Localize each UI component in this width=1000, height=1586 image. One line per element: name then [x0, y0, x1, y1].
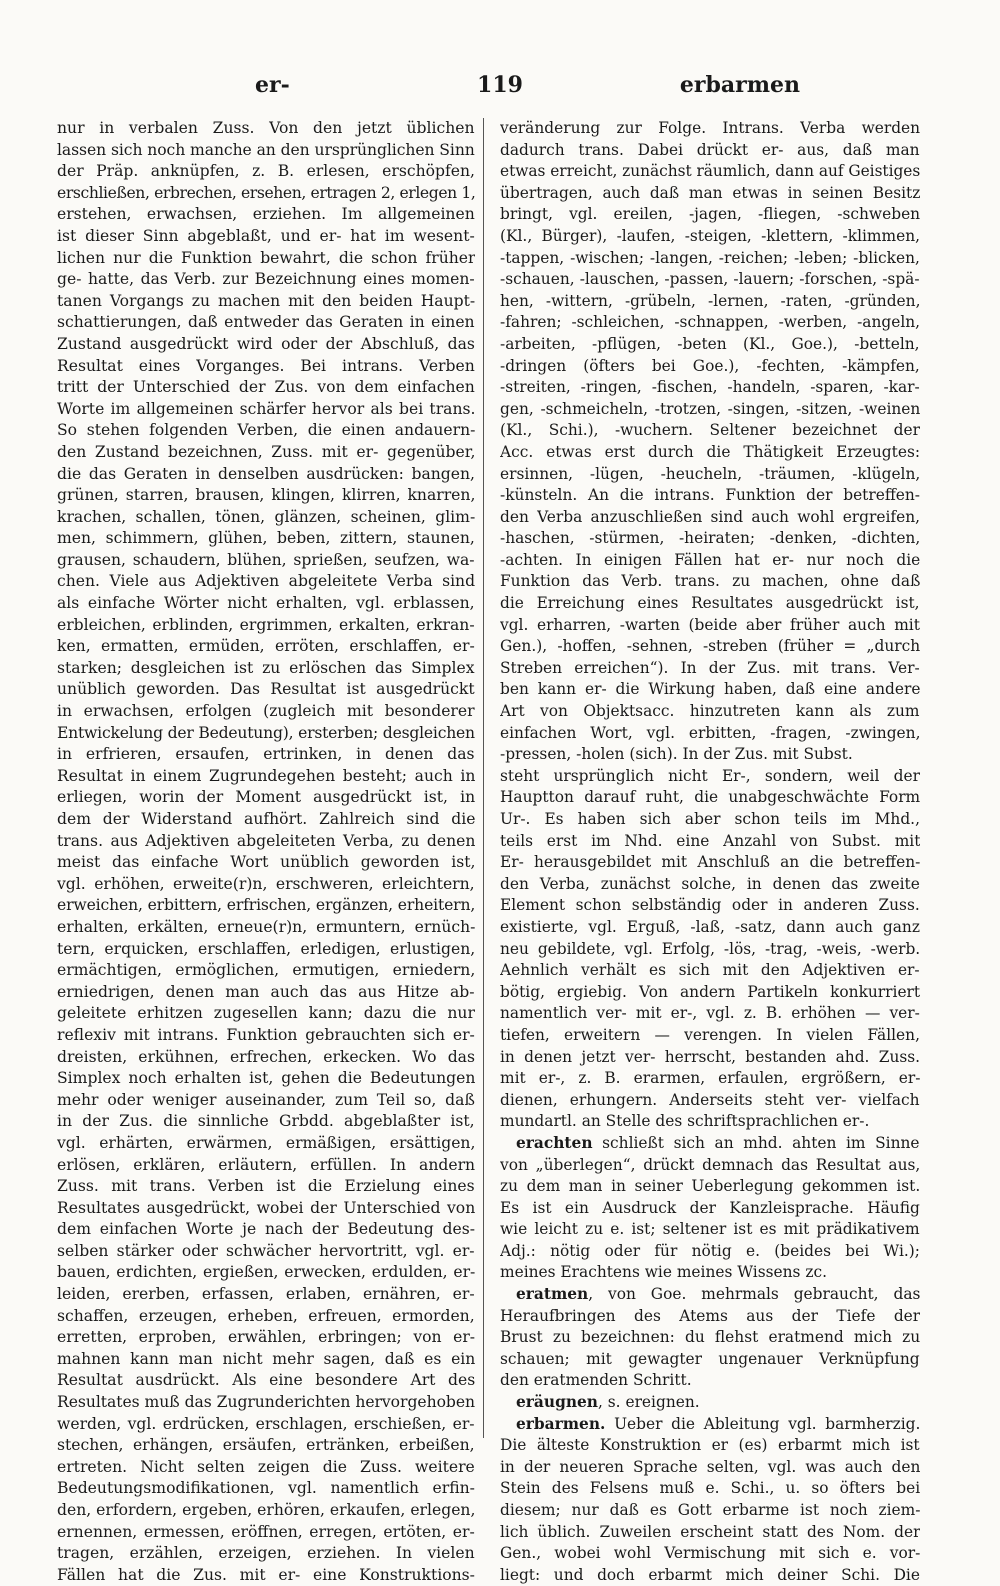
text-line: den eratmenden Schritt. — [500, 1371, 692, 1390]
entry-headword: erachten — [516, 1133, 593, 1152]
text-line: So stehen folgenden Verben, die einen andauern- — [57, 421, 475, 440]
text-line: Hauptton darauf ruht, die unabgeschwächte Form — [500, 788, 920, 807]
text-line: stechen, erhängen, ersäufen, ertränken, erbeißen, — [57, 1436, 475, 1455]
text-line: ben kann er- die Wirkung haben, daß eine andere — [500, 680, 920, 699]
text-line: etwas erreicht, zunächst räumlich, dann auf Geistiges — [500, 162, 920, 181]
text-line: in der neueren Sprache selten, vgl. was auch den — [500, 1457, 920, 1476]
text-line: Er- herausgebildet mit Anschluß an die betreffen- — [500, 853, 920, 872]
column-divider — [483, 118, 484, 1438]
text-line: von „überlegen“, drückt demnach das Resultat aus, — [500, 1155, 920, 1174]
text-line: mit er-, z. B. erarmen, erfaulen, ergrößern, er- — [500, 1069, 920, 1088]
text-line: trans. aus Adjektiven abgeleiteten Verba, zu denen — [57, 831, 475, 850]
text-line: ist dieser Sinn abgeblaßt, und er- hat im wesent- — [57, 226, 475, 245]
text-line: Bedeutungsmodifikationen, vgl. namentlich erfin- — [57, 1479, 475, 1498]
text-line: Resultates muß das Zugrunderichten hervorgehoben — [57, 1393, 475, 1412]
text-line: vgl. erharren, -warten (beide aber früher auch mit — [500, 615, 920, 634]
text-line: dem der Widerstand aufhört. Zahlreich sind die — [57, 810, 475, 828]
text-line: Zuss. mit trans. Verben ist die Erzielung eines — [57, 1177, 475, 1196]
text-line: mehr oder weniger auseinander, zum Teil so, daß — [57, 1090, 475, 1109]
text-line: -künsteln. An die intrans. Funktion der betreffen- — [500, 486, 920, 505]
text-line: Gen., wobei wohl Vermischung mit sich e. vor- — [500, 1544, 920, 1563]
text-line: Worte im allgemeinen schärfer hervor als bei trans. — [57, 399, 475, 418]
text-line: schaffen, erzeugen, erheben, erfreuen, ermorden, — [57, 1306, 475, 1325]
text-line: Zustand ausgedrückt wird oder der Abschluß, das — [57, 334, 475, 353]
text-line: diesem; nur daß es Gott erbarme ist noch ziem- — [500, 1501, 920, 1519]
text-line: als einfache Wörter nicht erhalten, vgl. erblassen, — [57, 594, 475, 613]
text-line: tritt der Unterschied der Zus. von dem einfachen — [57, 378, 475, 397]
text-line: erniedrigen, denen man auch das aus Hitze ab- — [57, 982, 475, 1001]
text-line: erachten schließt sich an mhd. ahten im Sinne — [516, 1133, 920, 1152]
text-line: liegt: und doch erbarmt mich deiner Schi. Die — [500, 1565, 920, 1584]
text-line: Resultat ausdrückt. Als eine besondere Art des — [57, 1371, 475, 1390]
text-line: wie leicht zu e. ist; seltener ist es mit prädikativem — [500, 1220, 920, 1239]
text-line: die das Geraten in denselben ausdrücken: bangen, — [57, 464, 475, 483]
text-line: den Verba, zunächst solche, in denen das zweite — [500, 874, 920, 893]
text-line: Stein des Felsens muß e. Schi., u. so öfters bei — [500, 1479, 920, 1498]
text-line: neu gebildete, vgl. Erfolg, -lös, -trag, -weis, -werb. — [500, 939, 920, 958]
text-line: erschließen, erbrechen, ersehen, ertragen 2, erlegen 1, — [57, 183, 475, 202]
text-line: Gen.), -hoffen, -sehnen, -streben (früher = „durch — [500, 637, 920, 656]
text-line: mahnen kann man nicht mehr sagen, daß es ein — [57, 1349, 475, 1368]
text-line: veränderung zur Folge. Intrans. Verba werden — [500, 119, 920, 137]
text-line: teils erst im Nhd. eine Anzahl von Subst. mit — [500, 831, 920, 850]
text-line: ersinnen, -lügen, -heucheln, -träumen, -klügeln, — [500, 464, 920, 483]
text-line: ernennen, ermessen, eröffnen, erregen, ertöten, er- — [57, 1522, 475, 1541]
text-line: erretten, erproben, erwählen, erbringen; von er- — [57, 1328, 475, 1347]
text-line: reflexiv mit intrans. Funktion gebrauchten sich er- — [57, 1025, 475, 1044]
text-line: -dringen (öfters bei Goe.), -fechten, -kämpfen, — [500, 356, 920, 375]
text-line: grünen, starren, brausen, klingen, klirren, knarren, — [57, 486, 475, 505]
text-line: ge- hatte, das Verb. zur Bezeichnung eines momen- — [57, 270, 475, 289]
text-line: bötig, ergiebig. Von andern Partikeln konkurriert — [500, 982, 920, 1001]
text-line: Simplex noch erhalten ist, gehen die Bedeutungen — [57, 1069, 475, 1088]
text-line: selben stärker oder schwächer hervortritt, vgl. er- — [57, 1241, 475, 1260]
text-line: Resultat eines Vorganges. Bei intrans. Verben — [57, 356, 475, 375]
header-left-catchword: er- — [255, 72, 290, 98]
text-line: erbarmen. Ueber die Ableitung vgl. barmherzig. — [516, 1414, 920, 1433]
text-line: Art von Objektsacc. hinzutreten kann als zum — [500, 702, 920, 721]
text-line: erstehen, erwachsen, erziehen. Im allgemeinen — [57, 205, 475, 224]
text-line: men, schimmern, glühen, beben, zittern, staunen, — [57, 529, 475, 548]
text-line: Brust zu bezeichnen: du flehst eratmend mich zu — [500, 1328, 920, 1347]
text-line: leiden, ererben, erfassen, erlaben, ernähren, er- — [57, 1285, 475, 1304]
text-line: Entwickelung der Bedeutung), ersterben; desgleichen — [57, 723, 475, 742]
text-line: meines Erachtens wie meines Wissens zc. — [500, 1263, 827, 1282]
text-line: namentlich ver- mit er-, vgl. z. B. erhöhen — ver- — [500, 1004, 920, 1023]
text-line: -tappen, -wischen; -langen, -reichen; -leben; -blicken, — [500, 248, 920, 267]
text-line: krachen, schallen, tönen, glänzen, scheinen, glim- — [57, 507, 475, 526]
text-line: tiefen, erweitern — verengen. In vielen Fällen, — [500, 1025, 920, 1044]
text-line: -schauen, -lauschen, -passen, -lauern; -forschen, -spä- — [500, 270, 920, 289]
text-line: Ur-. Es haben sich aber schon teils im Mhd., — [500, 810, 920, 828]
text-line: tanen Vorgangs zu machen mit den beiden Haupt- — [57, 291, 475, 310]
text-line: (Kl., Schi.), -wuchern. Seltener bezeichnet der — [500, 421, 920, 440]
text-line: eratmen, von Goe. mehrmals gebraucht, das — [516, 1285, 920, 1304]
text-line: den, erfordern, ergeben, erhören, erkaufen, erlegen, — [57, 1501, 475, 1519]
text-line: Streben erreichen“). In der Zus. mit trans. Ver- — [500, 658, 920, 677]
text-line: Die älteste Konstruktion er (es) erbarmt mich ist — [500, 1436, 920, 1455]
text-line: Acc. etwas erst durch die Thätigkeit Erzeugtes: — [500, 442, 920, 461]
text-line: mundartl. an Stelle des schriftsprachlichen er-. — [500, 1112, 870, 1131]
text-line: Funktion das Verb. trans. zu machen, ohne daß — [500, 572, 920, 591]
text-line: lassen sich noch manche an den ursprünglichen Sinn — [57, 140, 475, 159]
text-line: starken; desgleichen ist zu erlöschen das Simplex — [57, 658, 475, 677]
entry-headword: eratmen — [516, 1285, 589, 1304]
text-line: ermächtigen, ermöglichen, ermutigen, erniedern, — [57, 961, 475, 980]
text-line: in denen jetzt ver- herrscht, bestanden ahd. Zuss. — [500, 1047, 920, 1066]
entry-headword: eräugnen — [516, 1393, 598, 1412]
text-line: -pressen, -holen (sich). In der Zus. mit Subst. — [500, 745, 853, 764]
text-line: werden, vgl. erdrücken, erschlagen, erschießen, er- — [57, 1414, 475, 1433]
entry-headword: erbarmen. — [516, 1414, 606, 1433]
text-line: unüblich geworden. Das Resultat ist ausgedrückt — [57, 680, 475, 699]
text-line: den Verba anzuschließen sind auch wohl ergreifen, — [500, 507, 920, 526]
text-line: erhalten, erkälten, erneue(r)n, ermuntern, ernüch- — [57, 917, 475, 936]
text-line: -achten. In einigen Fällen hat er- nur noch die — [500, 550, 920, 569]
text-line: meist das einfache Wort unüblich geworden ist, — [57, 853, 475, 872]
text-line: die Erreichung eines Resultates ausgedrückt ist, — [500, 594, 920, 613]
text-line: steht ursprünglich nicht Er-, sondern, weil der — [500, 766, 920, 785]
right-column — [500, 118, 920, 1586]
left-column — [57, 118, 475, 1586]
text-line: dreisten, erkühnen, erfrechen, erkecken. Wo das — [57, 1047, 475, 1066]
text-line: übertragen, auch daß man etwas in seinen Besitz — [500, 183, 920, 202]
text-line: vgl. erhöhen, erweite(r)n, erschweren, erleichtern, — [57, 874, 475, 893]
text-line: erweichen, erbittern, erfrischen, ergänzen, erheitern, — [57, 896, 475, 915]
text-line: erbleichen, erblinden, ergrimmen, erkalten, erkran- — [57, 615, 475, 634]
text-line: erlösen, erklären, erläutern, erfüllen. In andern — [57, 1155, 475, 1174]
text-line: Resultates ausgedrückt, wobei der Unterschied von — [57, 1198, 475, 1217]
text-line: Aehnlich verhält es sich mit den Adjektiven er- — [500, 961, 920, 980]
text-line: zu dem man in seiner Ueberlegung gekommen ist. — [500, 1177, 920, 1196]
text-line: lichen nur die Funktion bewahrt, die schon früher — [57, 248, 475, 267]
text-line: geleitete erhitzen zugesellen kann; dazu die nur — [57, 1004, 475, 1023]
text-line: grausen, schaudern, blühen, sprießen, seufzen, wa- — [57, 550, 475, 569]
text-line: dienen, erhungern. Anderseits steht ver- vielfach — [500, 1090, 920, 1109]
text-line: hen, -wittern, -grübeln, -lernen, -raten, -gründen, — [500, 291, 920, 310]
text-line: schattierungen, daß entweder das Geraten in einen — [57, 313, 475, 332]
text-line: Element schon selbständig oder in anderen Zuss. — [500, 896, 920, 915]
text-line: eräugnen, s. ereignen. — [516, 1393, 700, 1412]
text-line: bauen, erdichten, ergießen, erwecken, erdulden, er- — [57, 1263, 475, 1282]
page-number: 119 — [477, 72, 523, 98]
text-line: vgl. erhärten, erwärmen, ermäßigen, ersättigen, — [57, 1133, 475, 1152]
text-line: existierte, vgl. Erguß, -laß, -satz, dann auch ganz — [500, 917, 920, 936]
text-line: erliegen, worin der Moment ausgedrückt ist, in — [57, 788, 475, 807]
text-line: schauen; mit gewagter ungenauer Verknüpfung — [500, 1349, 920, 1368]
text-line: den Zustand bezeichnen, Zuss. mit er- gegenüber, — [57, 442, 475, 461]
text-line: (Kl., Bürger), -laufen, -steigen, -klettern, -klimmen, — [500, 226, 920, 245]
text-line: dem einfachen Worte je nach der Bedeutung des- — [57, 1220, 475, 1239]
text-line: einfachen Wort, vgl. erbitten, -fragen, -zwingen, — [500, 723, 920, 742]
text-line: Es ist ein Ausdruck der Kanzleisprache. Häufig — [500, 1198, 920, 1217]
text-line: -haschen, -stürmen, -heiraten; -denken, -dichten, — [500, 529, 920, 548]
text-line: tern, erquicken, erschlaffen, erledigen, erlustigen, — [57, 939, 475, 958]
text-line: Heraufbringen des Atems aus der Tiefe der — [500, 1306, 920, 1325]
text-line: -fahren; -schleichen, -schnappen, -werben, -angeln, — [500, 313, 920, 332]
text-line: in erfrieren, ersaufen, ertrinken, in denen das — [57, 745, 475, 764]
text-line: Resultat in einem Zugrundegehen besteht; auch in — [57, 766, 475, 785]
text-line: -arbeiten, -pflügen, -beten (Kl., Goe.), -betteln, — [500, 334, 920, 353]
text-line: dadurch trans. Dabei drückt er- aus, daß man — [500, 140, 920, 159]
text-line: -streiten, -ringen, -fischen, -handeln, -sparen, -kar- — [500, 378, 920, 397]
header-right-catchword: erbarmen — [679, 72, 800, 98]
text-line: Fällen hat die Zus. mit er- eine Konstruktions- — [57, 1565, 475, 1584]
text-line: Adj.: nötig oder für nötig e. (beides bei Wi.); — [500, 1241, 920, 1260]
text-line: tragen, erzählen, erzeigen, erziehen. In vielen — [57, 1544, 475, 1563]
text-line: nur in verbalen Zuss. Von den jetzt üblichen — [57, 119, 475, 137]
text-line: in der Zus. die sinnliche Grbdd. abgeblaßter ist, — [57, 1112, 475, 1131]
text-line: bringt, vgl. ereilen, -jagen, -fliegen, -schweben — [500, 205, 920, 224]
text-line: chen. Viele aus Adjektiven abgeleitete Verba sind — [57, 572, 475, 591]
page-header — [60, 72, 940, 102]
text-line: der Präp. anknüpfen, z. B. erlesen, erschöpfen, — [57, 162, 475, 181]
text-line: ertreten. Nicht selten zeigen die Zuss. weitere — [57, 1457, 475, 1476]
text-line: ken, ermatten, ermüden, erröten, erschlaffen, er- — [57, 637, 475, 656]
text-line: lich üblich. Zuweilen erscheint statt des Nom. der — [500, 1522, 920, 1541]
text-line: in erwachsen, erfolgen (zugleich mit besonderer — [57, 702, 475, 721]
text-line: gen, -schmeicheln, -trotzen, -singen, -sitzen, -weinen — [500, 399, 920, 418]
